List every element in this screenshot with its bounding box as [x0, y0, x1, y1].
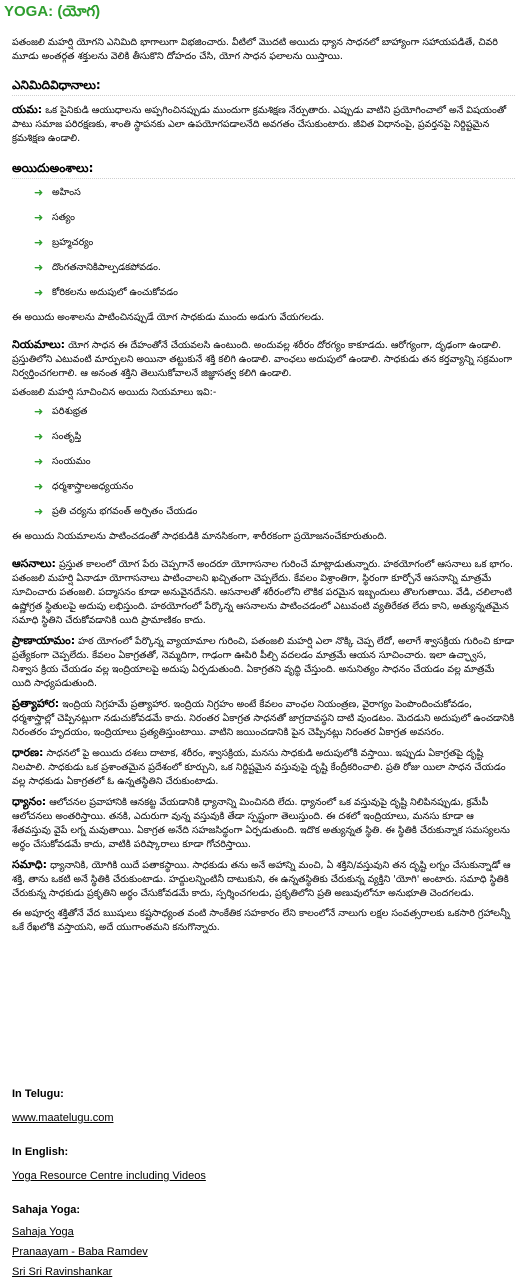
samadhi-lead: సమాధి:	[12, 858, 48, 871]
dhyana-section	[12, 795, 515, 852]
list-item: ➜ సంయమం	[34, 455, 91, 468]
list-item: ➜ సంతృప్తి	[34, 430, 82, 443]
arrow-right-icon: ➜	[34, 405, 44, 418]
arrow-right-icon: ➜	[34, 480, 44, 493]
dhyana-lead: ధ్యానం:	[12, 795, 47, 808]
niyama-list	[12, 405, 515, 530]
dharana-text: సాధనలో పై అయిదు దశలు దాటాక, శరీరం, శ్వాసక్రియ, మనసు సాధకుడి అదుపులోకి వస్తాయి. ఇప్పుడు ఏకాగ్రతపై దృష్టి నిలపాలి. సాధకుడు ఒక ప్రశాంతమైన ప్రదేశంలో కూర్చుని, ఒక నిర్దిష్టమైన వస్తువుపై దృష్టి కేంద్రీకరించాలి. ప్రతి రోజు యిలా సాధన చేయడం వల్ల సాధకుడు ఏకాగ్రతలో ఓ ఉన్నతస్థితిని చేరుకుంటాడు.	[12, 748, 506, 787]
niyama-section	[12, 338, 515, 381]
english-label: In English:	[12, 1146, 69, 1158]
pratyahara-lead: ప్రత్యాహార:	[12, 697, 60, 710]
arrow-right-icon: ➜	[34, 236, 44, 249]
dharana-section	[12, 746, 515, 789]
arrow-right-icon: ➜	[34, 455, 44, 468]
asana-lead: ఆసనాలు:	[12, 557, 56, 570]
list-item: ➜ కోరికలను అదుపులో ఉంచుకోవడం	[34, 286, 178, 299]
heading-divider	[12, 178, 515, 180]
niyama-lead: నియమాలు:	[12, 338, 66, 351]
list-item: ➜ దొంగతనానికిపాల్పడకపోవడం.	[34, 261, 161, 274]
yama-list	[12, 186, 515, 311]
pranayama-section	[12, 634, 515, 691]
eight-limbs-heading: ఎనిమిదివిధానాలు:	[12, 78, 101, 92]
arrow-right-icon: ➜	[34, 186, 44, 199]
list-item: ➜ పరిశుభ్రత	[34, 405, 88, 418]
telugu-link[interactable]: www.maatelugu.com	[12, 1112, 114, 1124]
niyama-intro: పతంజలి మహర్షి సూచించిన అయిదు నియమాలు ఇవి:-	[12, 387, 217, 398]
yama-text: ఒక సైనికుడి ఆయుధాలను అప్పగించినప్పుడు ముందుగా క్రమశిక్షణ నేర్పుతారు. ఎప్పుడు వాటిని ప్రయోగించాలో అనే విషయంతో పాటు సమాజ పరిరక్షణకు, శాంతి స్థాపనకు ఎలా ఉపయోగపడాలనేది అవగతం చేసుకుంటారు. జీవిత విధానంపై, ప్రవర్తనపై నిర్దిష్టమైన క్రమశిక్షణ ఉండాలి.	[12, 105, 507, 144]
list-item: ➜ సత్యం	[34, 211, 75, 224]
list-item: ➜ బ్రహ్మచర్యం	[34, 236, 94, 249]
list-item: ➜ ధర్మశాస్త్రాలఅధ్యయనం	[34, 480, 134, 493]
sahaja-label: Sahaja Yoga:	[12, 1204, 81, 1216]
five-parts-heading: అయిదుఅంశాలు:	[12, 161, 94, 175]
niyama-text: యోగ సాధన ఈ దేహంతోనే చేయవలసి ఉంటుంది. అందువల్ల శరీరం దోరగ్యం కాకూడదు. ఆరోగ్యంగా, దృఢంగా ఉండాలి. ప్రస్తుతిలోని ఎటువంటి మార్పులని అయినా తట్టుకునే శక్తి కలిగి ఉండాలి. వాంఛలు అదుపులో ఉండాలి. సాధకుడు తన కర్తవ్యాన్ని సక్రమంగా నిర్వర్తించగలగాలి. ఆ అనంత శక్తిని తెలుసుకోవాలనే జిజ్ఞాసత్వ కలిగి ఉండాలి.	[12, 340, 513, 379]
heading-divider	[12, 95, 515, 97]
arrow-right-icon: ➜	[34, 505, 44, 518]
asana-text: ప్రస్తుత కాలంలో యోగ పేరు చెప్పగానే అందరూ యోగాసనాల గురించే మాట్లాడుతున్నారు. హఠయోగంలో ఆసనాలు ఒక భాగం. పతంజలి మహర్షి ఏనాడూ యోగాసనాలు పాటించాలని ఖచ్చితంగా చెప్పలేదు. కేవలం విశ్రాంతిగా, స్థిరంగా కూర్చోనే ఆసనాన్ని మాత్రమే సూచించారు పతంజలి. పద్మాసనం కూడా అనువైనదేనని. ఆసనాలతో శరీరంలోని లౌకిక పరమైన ఇబ్బందులు తొలగుతాయి. వేడి, చలిలాంటి ఉష్ణోగ్రత స్థితులపై అదుపు లభిస్తుంది. హఠయోగంలో పేర్కొన్న ఆసనాలను పాటించడంలో ఎటువంటి వ్యతిరేకత లేదు కాని, అత్యున్నతమైన సమాధి స్థితిని చేరుకోవడానికి యిది ప్రామాణికం కాదు.	[12, 559, 513, 626]
page-title: YOGA: (యోగ)	[4, 3, 101, 20]
pratyahara-text: ఇంద్రియ నిగ్రహమే ప్రత్యాహార. ఇంద్రియ నిగ్రహం అంటే కేవలం వాంఛల నియంత్రణ, వైరాగ్యం పెంపొందించుకోవడం, ధర్మశాస్త్రాల్లో చెప్పినట్లుగా నడుచుకోవడమే కాదు. నిరంతర ఏకాగ్రత సాధనతో జాగ్రదావస్థని దాటి వుండటం. మెదడుని అదుపులో ఉంచడానికి నిరంతరం హృదయం, ఇంద్రియాలు ప్రత్యతిస్తుంటాయి. వాటిని జయించడానికి పైన చెప్పినట్లు నిరంతర ఏకాగ్రత అవసరం.	[12, 699, 515, 738]
samadhi-section	[12, 858, 515, 901]
yama-outro: ఈ అయిదు అంశాలను పాటించినప్పుడే యోగ సాధకుడు ముందు అడుగు వేయగలడు.	[12, 312, 325, 323]
telugu-label: In Telugu:	[12, 1088, 64, 1100]
asana-section	[12, 557, 515, 628]
niyama-outro: ఈ అయిదు నియమాలను పాటించడంతో సాధకుడికి మానసికంగా, శారీరకంగా ప్రయోజనంచేకూరుతుంది.	[12, 531, 387, 542]
article-body	[12, 36, 515, 940]
intro-paragraph: పతంజలి మహర్షి యోగని ఎనిమిది భాగాలుగా విభజించారు. వీటిలో మొదటి అయిదు ధ్యాన సాధనలో బాహ్యాంగా సహాయపడితే, చివరి మూడు అంతర్గత శక్తులను వెలికి తీసుకొని దోహదం చేసి, యోగ సాధన ఫలాలను యిస్తాయి.	[12, 37, 498, 62]
links-section	[12, 1086, 492, 1280]
pranayama-lead: ప్రాణాయామం:	[12, 634, 76, 647]
dhyana-text: ఆలోచనల ప్రవాహానికి ఆనకట్ట వేయడానికి ధ్యానాన్ని మించినది లేదు. ధ్యానంలో ఒక వస్తువుపై దృష్టి నిలిపినప్పుడు, క్రమేపీ ఆలోచనలు అంతరిస్తాయి. తనకి, ఎదురుగా వున్న వస్తువుకి తేడా స్పష్టంగా తెలుస్తుంది. ఈ దశలో ఇంద్రియాలు, మనసు కూడా ఆ శేతవస్తువు వైపే లగ్న మవుతాయి. ఏకాగ్రత అనేది సహజసిద్ధంగా ఏర్పడుతుంది. ఇదొక అత్యున్నత స్థితి. ఈ స్థితికి చేరుకున్నాక సమస్యలను అర్థం చేసుకోవడమే కాదు, వాటికి పరిష్కారాలు కూడా గోచరిస్తాయి.	[12, 797, 510, 850]
list-item: ➜ ప్రతి చర్యను భగవంత్ అర్పితం చేయడం	[34, 505, 198, 518]
english-link[interactable]: Yoga Resource Centre including Videos	[12, 1170, 206, 1182]
arrow-right-icon: ➜	[34, 430, 44, 443]
pranaayam-link[interactable]: Pranaayam - Baba Ramdev	[12, 1246, 148, 1258]
arrow-right-icon: ➜	[34, 286, 44, 299]
pratyahara-section	[12, 697, 515, 740]
yama-lead: యమ:	[12, 103, 43, 116]
yama-section	[12, 103, 515, 146]
sahaja-yoga-link[interactable]: Sahaja Yoga	[12, 1226, 74, 1238]
arrow-right-icon: ➜	[34, 261, 44, 274]
arrow-right-icon: ➜	[34, 211, 44, 224]
outro-paragraph: ఈ అపూర్వ శక్తితోనే వేద ఋషులు కష్టసాధ్యంత వంటి సాంకేతిక సహకారం లేని కాలంలోనే నాలుగు లక్షల సంవత్సరాలకు ఒకసారి గ్రహాలన్నీ ఒకే రేఖలోకి వస్తాయని, అదే యుగాంతమని కనుగొన్నారు.	[12, 908, 510, 933]
list-item: ➜ అహింస	[34, 186, 81, 199]
pranayama-text: హఠ యోగంలో పేర్కొన్న వ్యాయామాల గురించి, పతంజలి మహర్షి ఎలా నొక్కి చెప్ప లేదో, అలాగే శ్వాసక్రియ గురించి కూడా ప్రత్యేకంగా చెప్పలేదు. కేవలం ఏకాగ్రతతో, నెమ్మదిగా, గాఢంగా ఊపిరి పీల్చి వదలడం మాత్రమే ఆయన సూచించారు. ఇలా ఉచ్ఛ్వాస, నిశ్వాస క్రియ చేయడం వల్ల ఇంద్రియాలపై అదుపు ఏర్పడుతుంది. ఏకాగ్రతని వృద్ధి చేస్తుంది. అనునిత్యం సాధనం చేయడం వల్ల మాత్రమే యిది సాధ్యపడుతుంది.	[12, 636, 515, 689]
samadhi-text: ధ్యానానికి, యోగికి యిదే పతాకస్థాయి. సాధకుడు తను అనే అహాన్ని మంచి, ఏ శక్తిని/వస్తువుని తన దృష్టి లగ్నం చేసుకున్నాడో ఆ శక్తి, తాను ఒకటి అనే స్థితికి చేరుకుంటాడు. హద్దులన్నింటినీ దాటుకుని, ఈ ఉన్నతస్థితికు చేరుకున్న వ్యక్తిని 'యోగి' అంటారు. సమాధి స్థితికి చేరుకున్న సాధకుడు ప్రకృతిని అర్థం చేసుకోవడమే కాదు, స్పర్శించగలడు, ప్రకృతిలోని ప్రతి అణువులోనూ అనుభూతి చెందగలడు.	[12, 860, 511, 899]
dharana-lead: ధారణ:	[12, 746, 44, 759]
ravishankar-link[interactable]: Sri Sri Ravinshankar	[12, 1266, 113, 1278]
